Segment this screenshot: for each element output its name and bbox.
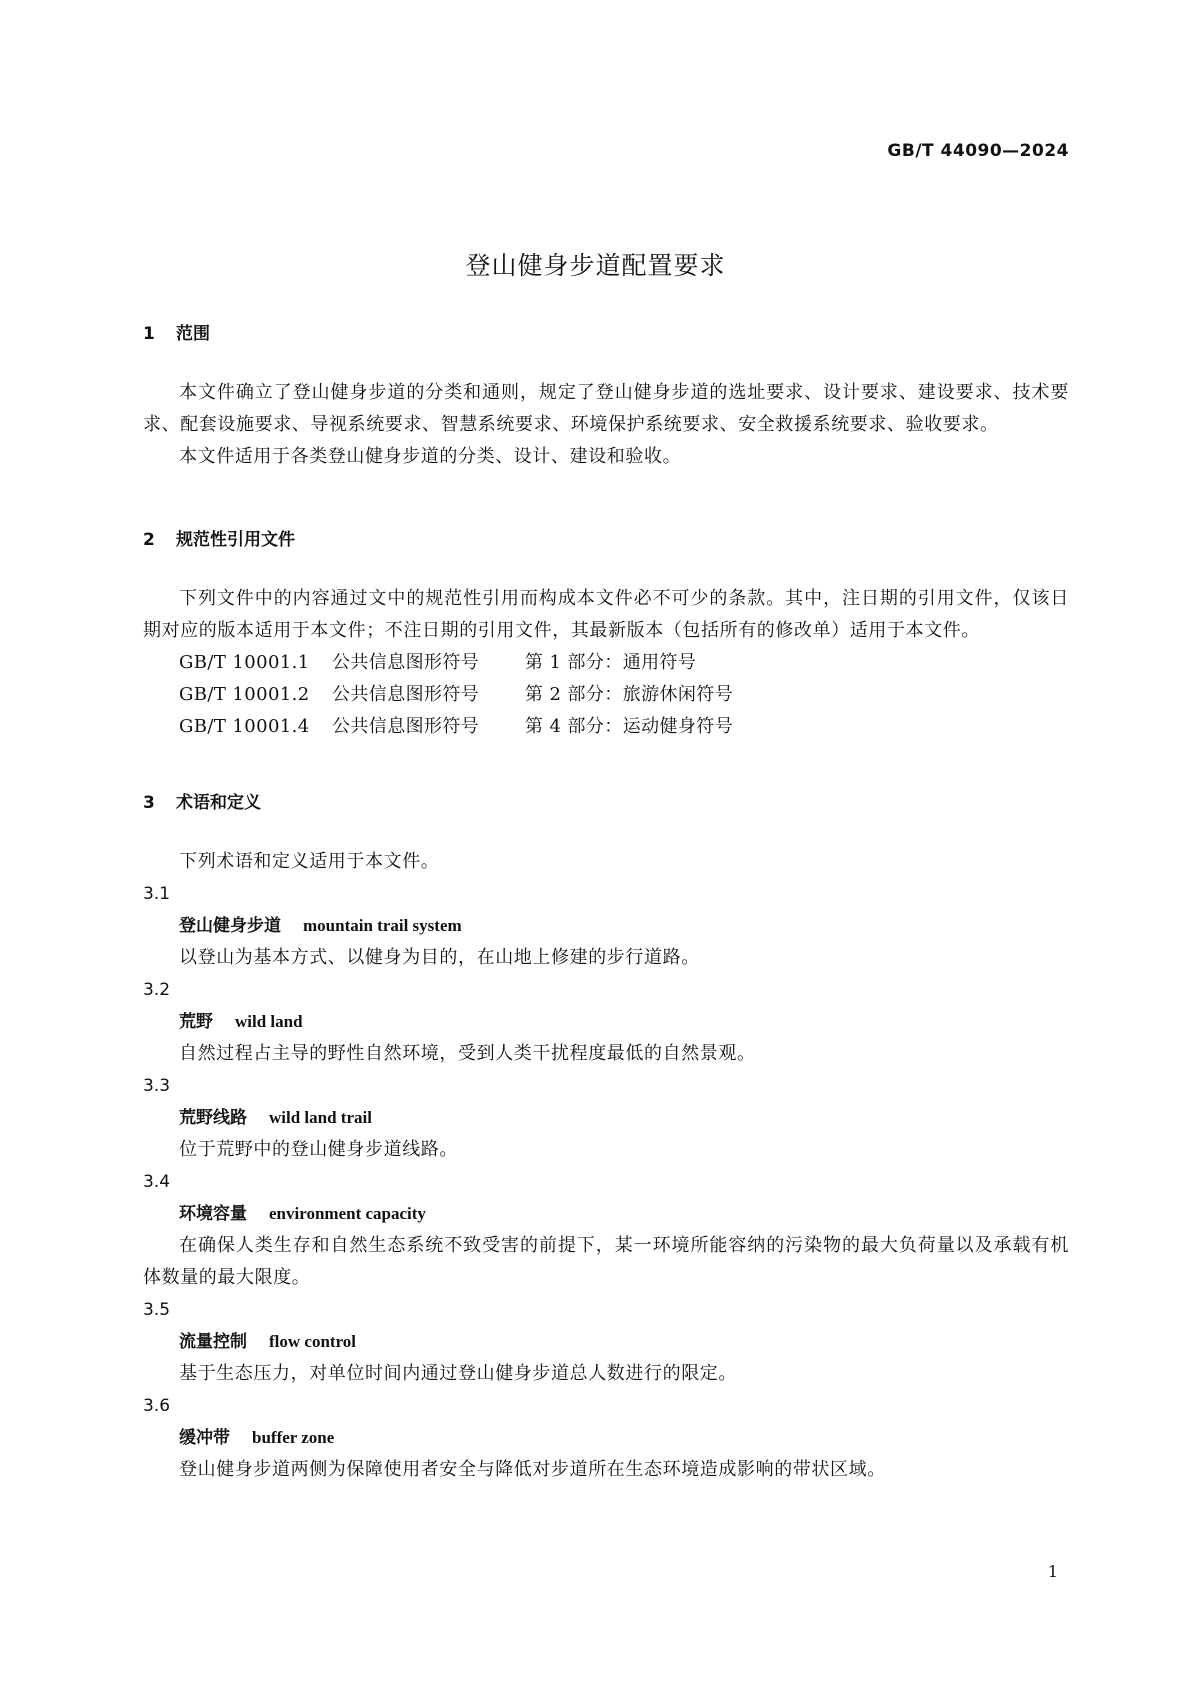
term-zh: 荒野线路 — [179, 1108, 247, 1128]
section-number: 3 — [143, 793, 155, 813]
term-zh: 登山健身步道 — [179, 916, 281, 936]
section-title: 术语和定义 — [176, 793, 261, 813]
reference-part: 第 4 部分：运动健身符号 — [525, 716, 734, 737]
term-definition: 位于荒野中的登山健身步道线路。 — [179, 1139, 458, 1160]
section-2-heading — [143, 528, 1069, 552]
term-definition: 登山健身步道两侧为保障使用者安全与降低对步道所在生态环境造成影响的带状区域。 — [179, 1459, 886, 1480]
paragraph: 下列术语和定义适用于本文件。 — [179, 851, 440, 872]
term-definition: 在确保人类生存和自然生态系统不致受害的前提下，某一环境所能容纳的污染物的最大负荷量以及承载有机体数量的最大限度。 — [143, 1235, 1069, 1288]
term-en: buffer zone — [252, 1428, 335, 1447]
term-en: environment capacity — [269, 1204, 426, 1223]
reference-part: 第 1 部分：通用符号 — [525, 652, 697, 673]
term-en: mountain trail system — [303, 916, 462, 935]
term-zh: 缓冲带 — [179, 1428, 230, 1448]
term-entry — [143, 1166, 1069, 1294]
paragraph: 本文件确立了登山健身步道的分类和通则，规定了登山健身步道的选址要求、设计要求、建设要求、技术要求、配套设施要求、导视系统要求、智慧系统要求、环境保护系统要求、安全救援系统要求、验收要求。 — [143, 382, 1069, 435]
section-3-heading — [143, 791, 1069, 815]
section-title: 规范性引用文件 — [176, 530, 295, 550]
term-entry — [143, 1294, 1069, 1390]
reference-name: 公共信息图形符号 — [332, 716, 480, 737]
document-title: 登山健身步道配置要求 — [465, 251, 726, 280]
section-number: 1 — [143, 324, 155, 344]
term-number: 3.3 — [143, 1076, 171, 1096]
term-en: wild land trail — [269, 1108, 372, 1127]
reference-part: 第 2 部分：旅游休闲符号 — [525, 684, 734, 705]
reference-item — [143, 647, 1069, 679]
term-number: 3.1 — [143, 884, 171, 904]
term-entry — [143, 974, 1069, 1070]
paragraph: 下列文件中的内容通过文中的规范性引用而构成本文件必不可少的条款。其中，注日期的引用文件，仅该日期对应的版本适用于本文件；不注日期的引用文件，其最新版本（包括所有的修改单）适用于本文件。 — [143, 588, 1069, 641]
term-zh: 环境容量 — [179, 1204, 247, 1224]
term-definition: 基于生态压力，对单位时间内通过登山健身步道总人数进行的限定。 — [179, 1363, 737, 1384]
term-number: 3.5 — [143, 1300, 171, 1320]
term-en: flow control — [269, 1332, 357, 1351]
section-number: 2 — [143, 530, 155, 550]
section-3-body — [143, 846, 1069, 1486]
term-definition: 以登山为基本方式、以健身为目的，在山地上修建的步行道路。 — [179, 947, 700, 968]
term-zh: 荒野 — [179, 1012, 213, 1032]
reference-name: 公共信息图形符号 — [332, 684, 480, 705]
paragraph: 本文件适用于各类登山健身步道的分类、设计、建设和验收。 — [179, 446, 682, 467]
term-number: 3.2 — [143, 980, 171, 1000]
term-number: 3.6 — [143, 1396, 171, 1416]
term-entry — [143, 1070, 1069, 1166]
term-entry — [143, 1390, 1069, 1486]
reference-code: GB/T 10001.1 — [179, 652, 310, 673]
page-number: 1 — [1047, 1562, 1058, 1581]
document-code: GB/T 44090—2024 — [887, 141, 1069, 161]
section-2-body — [143, 583, 1069, 743]
reference-item — [143, 679, 1069, 711]
term-definition: 自然过程占主导的野性自然环境，受到人类干扰程度最低的自然景观。 — [179, 1043, 756, 1064]
section-1-body — [143, 377, 1069, 473]
term-entry — [143, 878, 1069, 974]
term-en: wild land — [235, 1012, 303, 1031]
term-zh: 流量控制 — [179, 1332, 247, 1352]
reference-code: GB/T 10001.2 — [179, 684, 310, 705]
reference-item — [143, 711, 1069, 743]
term-number: 3.4 — [143, 1172, 171, 1192]
reference-code: GB/T 10001.4 — [179, 716, 310, 737]
section-1-heading — [143, 322, 1069, 346]
section-title: 范围 — [176, 324, 210, 344]
reference-name: 公共信息图形符号 — [332, 652, 480, 673]
